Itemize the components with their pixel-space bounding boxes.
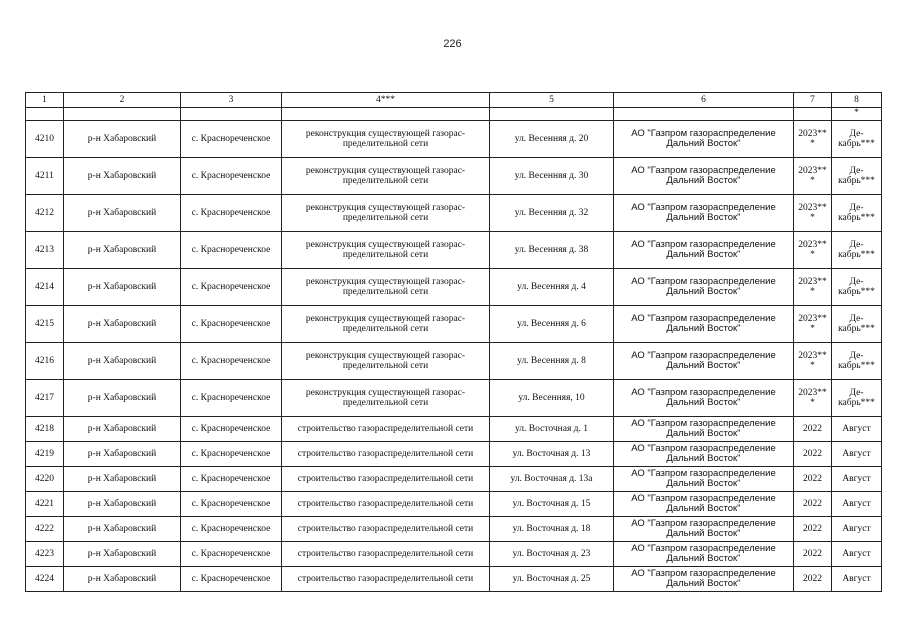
month-cell: Август	[832, 467, 882, 492]
table-row	[26, 517, 882, 542]
address-cell: ул. Весенняя д. 32	[490, 195, 614, 232]
settlement-cell: с. Краснореченское	[181, 195, 282, 232]
settlement-cell: с. Краснореченское	[181, 567, 282, 592]
subheader-cell	[490, 108, 614, 121]
table-row	[26, 121, 882, 158]
address-cell: ул. Восточная д. 1	[490, 417, 614, 442]
district-cell: р-н Хабаровский	[64, 121, 181, 158]
header-row	[26, 93, 882, 108]
address-cell: ул. Весенняя д. 20	[490, 121, 614, 158]
address-cell: ул. Весенняя д. 8	[490, 343, 614, 380]
work-description-cell: реконструкция существующей газорас-пределительной сети	[282, 232, 490, 269]
row-number-cell: 4212	[26, 195, 64, 232]
work-description-cell: реконструкция существующей газорас-пределительной сети	[282, 380, 490, 417]
table-row	[26, 542, 882, 567]
organization-cell: АО "Газпром газораспределение Дальний Восток"	[614, 195, 794, 232]
settlement-cell: с. Краснореченское	[181, 269, 282, 306]
district-cell: р-н Хабаровский	[64, 380, 181, 417]
district-cell: р-н Хабаровский	[64, 442, 181, 467]
address-cell: ул. Восточная д. 13а	[490, 467, 614, 492]
month-cell: Де-кабрь***	[832, 195, 882, 232]
row-number-cell: 4220	[26, 467, 64, 492]
month-cell: Август	[832, 442, 882, 467]
month-cell: Де-кабрь***	[832, 232, 882, 269]
district-cell: р-н Хабаровский	[64, 158, 181, 195]
row-number-cell: 4222	[26, 517, 64, 542]
organization-cell: АО "Газпром газораспределение Дальний Восток"	[614, 380, 794, 417]
organization-cell: АО "Газпром газораспределение Дальний Восток"	[614, 467, 794, 492]
month-cell: Де-кабрь***	[832, 306, 882, 343]
year-cell: 2022	[794, 417, 832, 442]
work-description-cell: строительство газораспределительной сети	[282, 542, 490, 567]
settlement-cell: с. Краснореченское	[181, 542, 282, 567]
settlement-cell: с. Краснореченское	[181, 442, 282, 467]
address-cell: ул. Восточная д. 15	[490, 492, 614, 517]
work-description-cell: реконструкция существующей газорас-пределительной сети	[282, 121, 490, 158]
row-number-cell: 4221	[26, 492, 64, 517]
work-description-cell: строительство газораспределительной сети	[282, 467, 490, 492]
work-description-cell: строительство газораспределительной сети	[282, 442, 490, 467]
row-number-cell: 4224	[26, 567, 64, 592]
organization-cell: АО "Газпром газораспределение Дальний Восток"	[614, 417, 794, 442]
organization-cell: АО "Газпром газораспределение Дальний Восток"	[614, 517, 794, 542]
year-cell: 2022	[794, 517, 832, 542]
table-row	[26, 567, 882, 592]
year-cell: 2023***	[794, 380, 832, 417]
data-table	[25, 92, 882, 592]
subheader-cell: *	[832, 108, 882, 121]
year-cell: 2023***	[794, 269, 832, 306]
subheader-cell	[794, 108, 832, 121]
year-cell: 2023***	[794, 306, 832, 343]
table-row	[26, 195, 882, 232]
address-cell: ул. Восточная д. 25	[490, 567, 614, 592]
column-header: 6	[614, 93, 794, 108]
organization-cell: АО "Газпром газораспределение Дальний Восток"	[614, 542, 794, 567]
month-cell: Август	[832, 417, 882, 442]
work-description-cell: реконструкция существующей газорас-пределительной сети	[282, 306, 490, 343]
work-description-cell: строительство газораспределительной сети	[282, 417, 490, 442]
table-row	[26, 269, 882, 306]
subheader-row	[26, 108, 882, 121]
district-cell: р-н Хабаровский	[64, 542, 181, 567]
address-cell: ул. Восточная д. 18	[490, 517, 614, 542]
row-number-cell: 4219	[26, 442, 64, 467]
settlement-cell: с. Краснореченское	[181, 517, 282, 542]
table-row	[26, 467, 882, 492]
row-number-cell: 4211	[26, 158, 64, 195]
row-number-cell: 4216	[26, 343, 64, 380]
address-cell: ул. Весенняя, 10	[490, 380, 614, 417]
settlement-cell: с. Краснореченское	[181, 158, 282, 195]
subheader-cell	[282, 108, 490, 121]
year-cell: 2023***	[794, 195, 832, 232]
year-cell: 2023***	[794, 121, 832, 158]
address-cell: ул. Весенняя д. 38	[490, 232, 614, 269]
district-cell: р-н Хабаровский	[64, 343, 181, 380]
subheader-cell	[181, 108, 282, 121]
subheader-cell	[26, 108, 64, 121]
subheader-cell	[614, 108, 794, 121]
settlement-cell: с. Краснореченское	[181, 467, 282, 492]
month-cell: Август	[832, 567, 882, 592]
address-cell: ул. Весенняя д. 6	[490, 306, 614, 343]
table-row	[26, 492, 882, 517]
district-cell: р-н Хабаровский	[64, 232, 181, 269]
column-header: 5	[490, 93, 614, 108]
address-cell: ул. Весенняя д. 4	[490, 269, 614, 306]
work-description-cell: реконструкция существующей газорас-пределительной сети	[282, 195, 490, 232]
table-row	[26, 343, 882, 380]
year-cell: 2022	[794, 467, 832, 492]
organization-cell: АО "Газпром газораспределение Дальний Восток"	[614, 343, 794, 380]
month-cell: Де-кабрь***	[832, 269, 882, 306]
settlement-cell: с. Краснореченское	[181, 121, 282, 158]
table-row	[26, 306, 882, 343]
column-header: 1	[26, 93, 64, 108]
district-cell: р-н Хабаровский	[64, 492, 181, 517]
month-cell: Де-кабрь***	[832, 343, 882, 380]
column-header: 3	[181, 93, 282, 108]
work-description-cell: строительство газораспределительной сети	[282, 567, 490, 592]
organization-cell: АО "Газпром газораспределение Дальний Восток"	[614, 158, 794, 195]
year-cell: 2023***	[794, 232, 832, 269]
row-number-cell: 4214	[26, 269, 64, 306]
district-cell: р-н Хабаровский	[64, 417, 181, 442]
year-cell: 2022	[794, 492, 832, 517]
settlement-cell: с. Краснореченское	[181, 380, 282, 417]
settlement-cell: с. Краснореченское	[181, 417, 282, 442]
table-row	[26, 380, 882, 417]
organization-cell: АО "Газпром газораспределение Дальний Восток"	[614, 567, 794, 592]
month-cell: Де-кабрь***	[832, 380, 882, 417]
month-cell: Август	[832, 517, 882, 542]
organization-cell: АО "Газпром газораспределение Дальний Восток"	[614, 269, 794, 306]
district-cell: р-н Хабаровский	[64, 567, 181, 592]
district-cell: р-н Хабаровский	[64, 195, 181, 232]
month-cell: Август	[832, 492, 882, 517]
year-cell: 2023***	[794, 343, 832, 380]
column-header: 8	[832, 93, 882, 108]
district-cell: р-н Хабаровский	[64, 269, 181, 306]
row-number-cell: 4215	[26, 306, 64, 343]
row-number-cell: 4223	[26, 542, 64, 567]
address-cell: ул. Восточная д. 23	[490, 542, 614, 567]
district-cell: р-н Хабаровский	[64, 467, 181, 492]
district-cell: р-н Хабаровский	[64, 517, 181, 542]
month-cell: Август	[832, 542, 882, 567]
table-row	[26, 417, 882, 442]
year-cell: 2022	[794, 567, 832, 592]
column-header: 4***	[282, 93, 490, 108]
settlement-cell: с. Краснореченское	[181, 232, 282, 269]
year-cell: 2023***	[794, 158, 832, 195]
column-header: 2	[64, 93, 181, 108]
organization-cell: АО "Газпром газораспределение Дальний Восток"	[614, 121, 794, 158]
work-description-cell: реконструкция существующей газорас-пределительной сети	[282, 343, 490, 380]
table-row	[26, 232, 882, 269]
work-description-cell: реконструкция существующей газорас-пределительной сети	[282, 269, 490, 306]
row-number-cell: 4210	[26, 121, 64, 158]
settlement-cell: с. Краснореченское	[181, 343, 282, 380]
district-cell: р-н Хабаровский	[64, 306, 181, 343]
table-row	[26, 158, 882, 195]
row-number-cell: 4218	[26, 417, 64, 442]
settlement-cell: с. Краснореченское	[181, 306, 282, 343]
work-description-cell: строительство газораспределительной сети	[282, 517, 490, 542]
row-number-cell: 4217	[26, 380, 64, 417]
row-number-cell: 4213	[26, 232, 64, 269]
column-header: 7	[794, 93, 832, 108]
year-cell: 2022	[794, 442, 832, 467]
table-row	[26, 442, 882, 467]
subheader-cell	[64, 108, 181, 121]
settlement-cell: с. Краснореченское	[181, 492, 282, 517]
address-cell: ул. Весенняя д. 30	[490, 158, 614, 195]
organization-cell: АО "Газпром газораспределение Дальний Восток"	[614, 306, 794, 343]
work-description-cell: строительство газораспределительной сети	[282, 492, 490, 517]
month-cell: Де-кабрь***	[832, 121, 882, 158]
page-number: 226	[443, 38, 462, 50]
year-cell: 2022	[794, 542, 832, 567]
month-cell: Де-кабрь***	[832, 158, 882, 195]
organization-cell: АО "Газпром газораспределение Дальний Восток"	[614, 442, 794, 467]
organization-cell: АО "Газпром газораспределение Дальний Восток"	[614, 492, 794, 517]
work-description-cell: реконструкция существующей газорас-пределительной сети	[282, 158, 490, 195]
address-cell: ул. Восточная д. 13	[490, 442, 614, 467]
organization-cell: АО "Газпром газораспределение Дальний Восток"	[614, 232, 794, 269]
